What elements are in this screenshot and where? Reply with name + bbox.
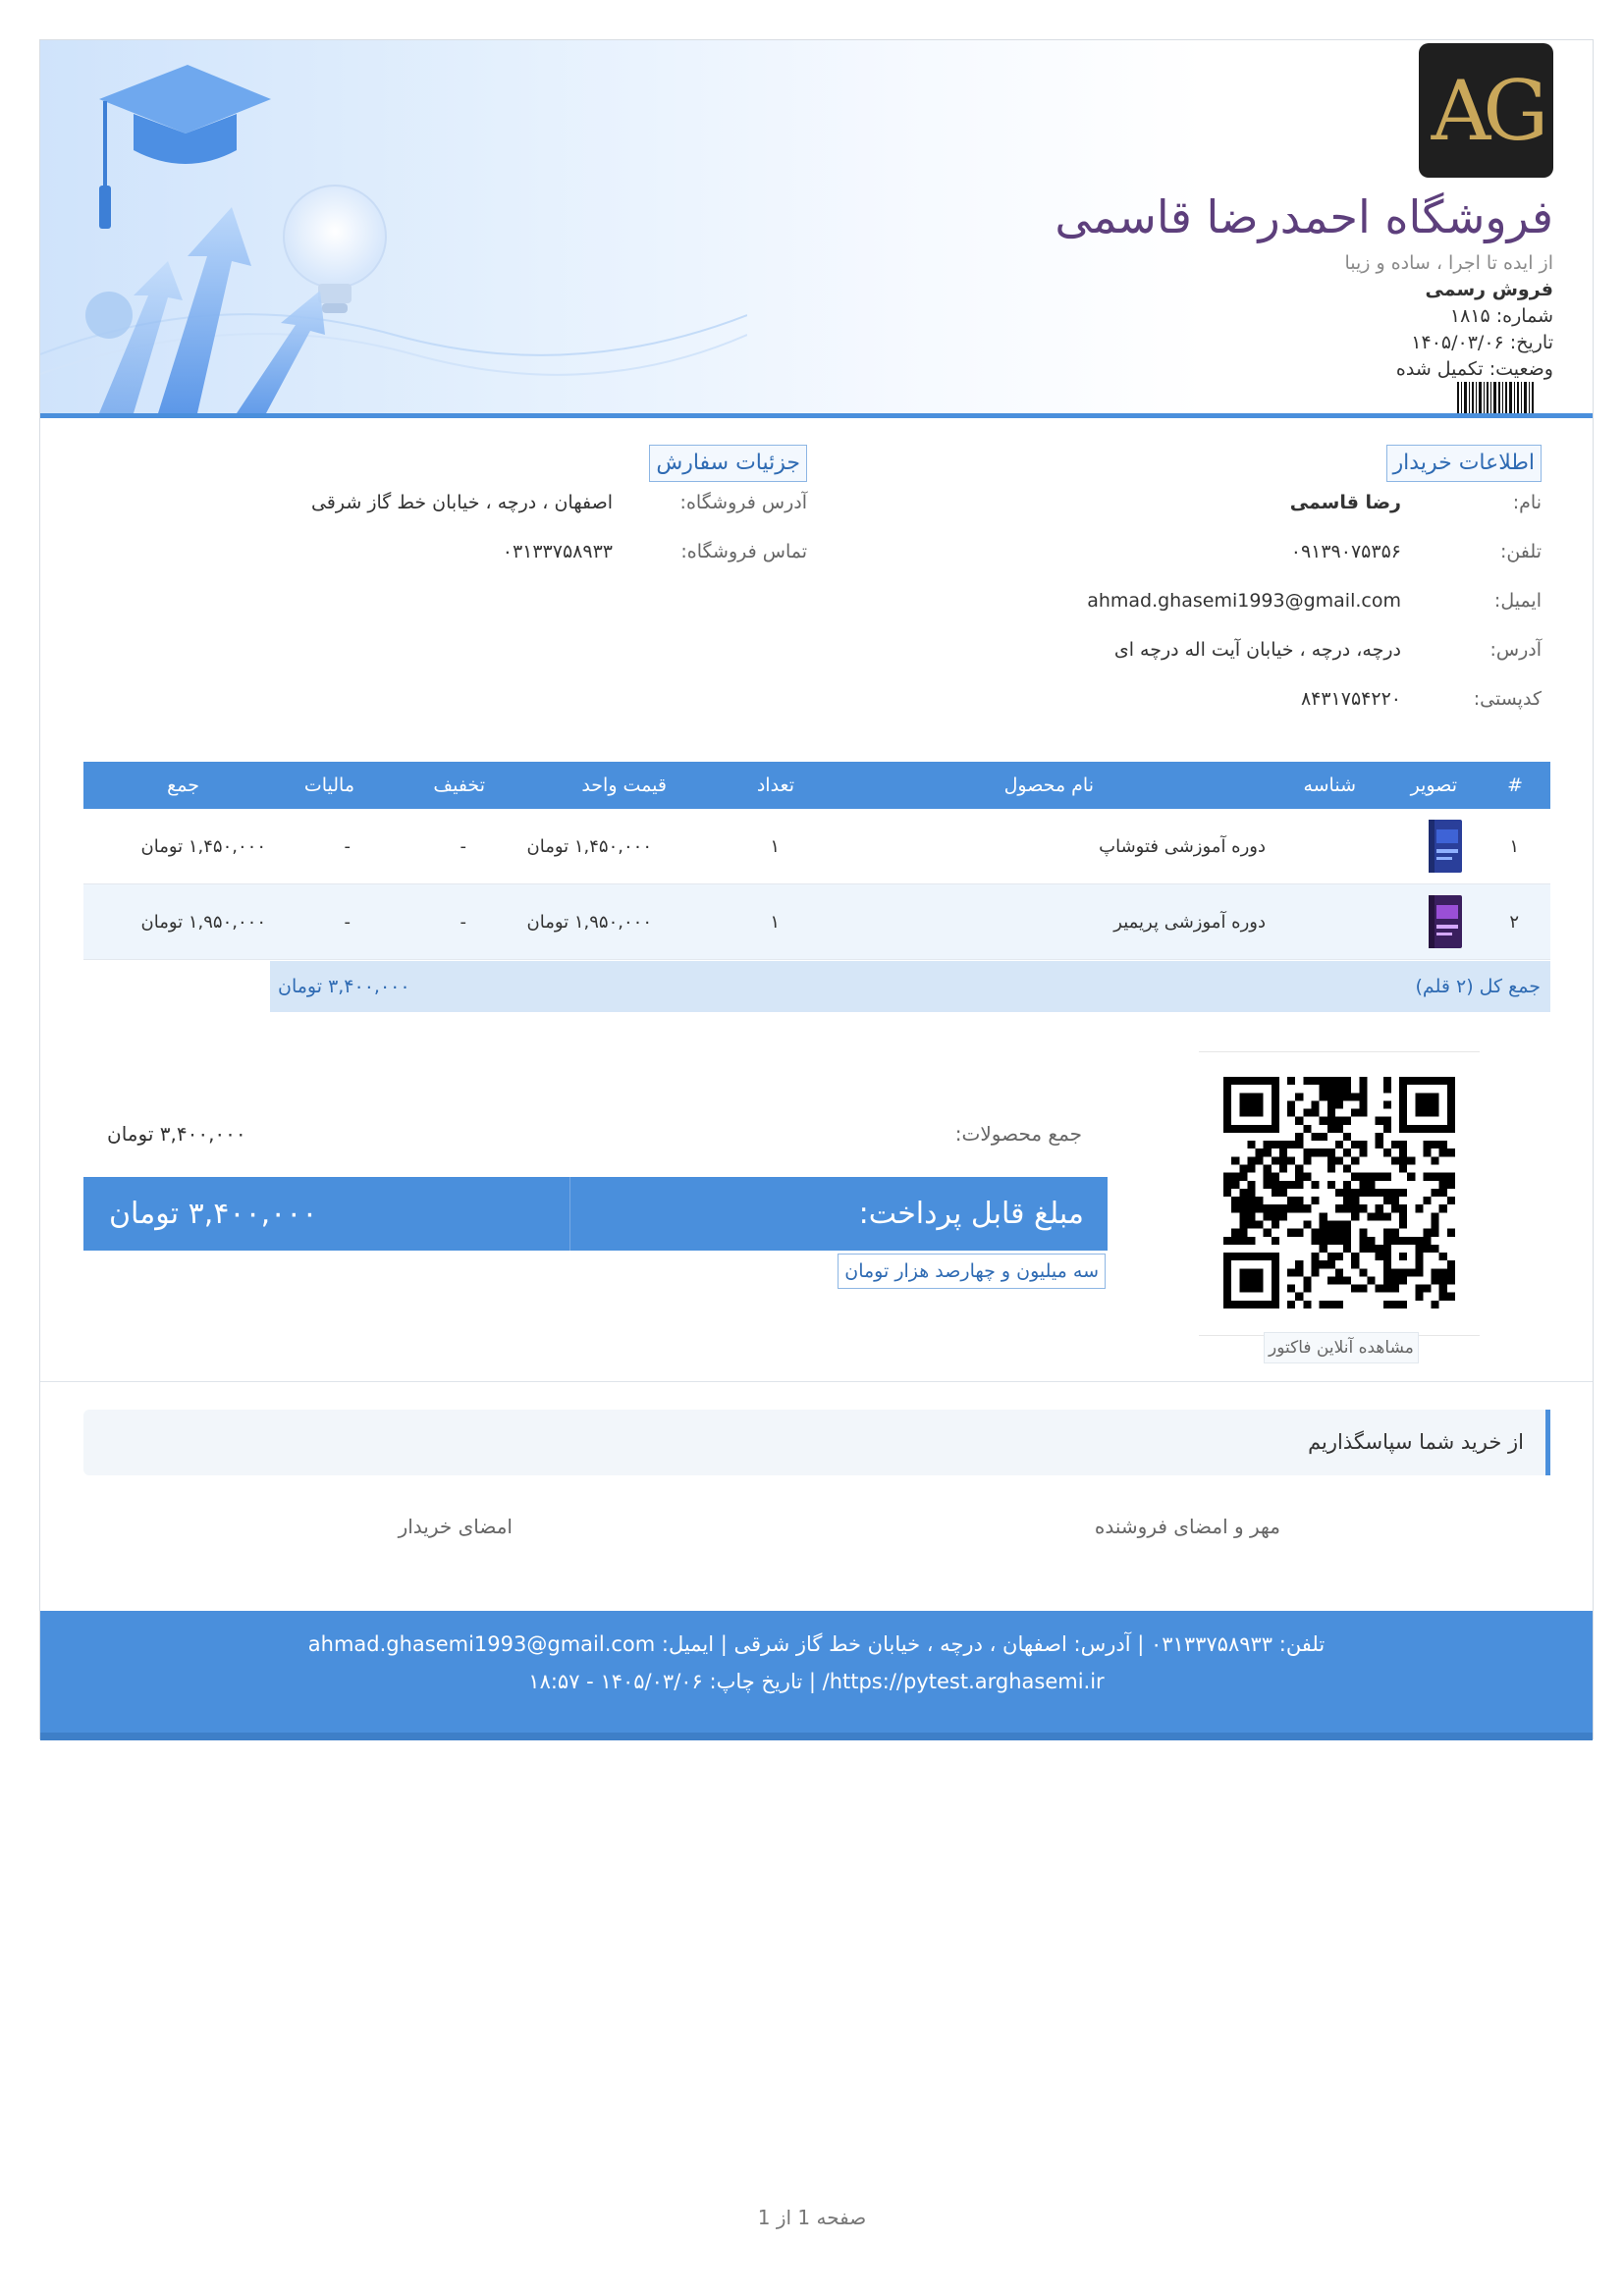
page-number: صفحه 1 از 1 [757, 2206, 867, 2229]
buyer-info-title: اطلاعات خریدار [1386, 445, 1542, 482]
col-tax: مالیات [303, 774, 354, 796]
buyer-email-value: ahmad.ghasemi1993@gmail.com [1087, 590, 1401, 612]
row-qty: ۱ [770, 836, 780, 857]
qr-container [1199, 1051, 1480, 1336]
row-unit-price: ۱,۹۵۰,۰۰۰ تومان [526, 912, 652, 933]
product-thumbnail-icon [1425, 820, 1464, 873]
col-sku: شناسه [1303, 774, 1356, 796]
table-footer-label: جمع کل (۲ قلم) [1415, 976, 1541, 997]
buyer-name-value: رضا قاسمی [1289, 492, 1401, 513]
table-header [83, 762, 1550, 809]
store-name: فروشگاه احمدرضا قاسمی [1055, 190, 1553, 243]
view-online-invoice-link[interactable]: مشاهده آنلاین فاکتور [1264, 1332, 1419, 1363]
row-unit-price: ۱,۴۵۰,۰۰۰ تومان [526, 836, 652, 857]
row-tax: - [344, 912, 351, 933]
store-contact-label: تماس فروشگاه: [680, 541, 807, 562]
light-bulb-icon [284, 186, 386, 313]
order-details-title: جزئیات سفارش [649, 445, 807, 482]
barcode-icon [1457, 382, 1536, 413]
row-total: ۱,۹۵۰,۰۰۰ تومان [140, 912, 266, 933]
buyer-signature-label: امضای خریدار [398, 1515, 513, 1538]
table-row [83, 809, 1550, 884]
row-num: ۱ [1509, 836, 1519, 857]
row-discount: - [460, 836, 466, 857]
col-discount: تخفیف [433, 774, 485, 796]
sale-type: فروش رسمی [1425, 279, 1553, 300]
invoice-header [40, 40, 1593, 418]
thank-you-text: از خرید شما سپاسگذاریم [1308, 1430, 1524, 1454]
col-image: تصویر [1410, 774, 1457, 796]
header-illustration [40, 40, 747, 413]
col-total: جمع [167, 774, 199, 796]
buyer-address-label: آدرس: [1489, 639, 1542, 661]
store-info [1055, 187, 1553, 383]
invoice-date: تاریخ: ۱۴۰۵/۰۳/۰۶ [1411, 332, 1553, 353]
payable-value: ۳,۴۰۰,۰۰۰ تومان [109, 1197, 318, 1231]
store-address-label: آدرس فروشگاه: [679, 492, 807, 513]
seller-signature-label: مهر و امضای فروشنده [1094, 1515, 1280, 1538]
store-contact-value: ۰۳۱۳۳۷۵۸۹۳۳ [502, 541, 613, 562]
footer-print-line: https://pytest.arghasemi.ir/ | تاریخ چاپ: ۱۴۰۵/۰۳/۰۶ - ۱۸:۵۷ [528, 1670, 1105, 1693]
row-tax: - [344, 836, 351, 857]
section-divider [40, 1381, 1593, 1382]
store-address-value: اصفهان ، درچه ، خیابان خط گاز شرقی [310, 492, 613, 513]
row-product: دوره آموزشی پریمیر [1113, 912, 1266, 933]
subtotal-label: جمع محصولات: [954, 1122, 1082, 1146]
payable-label: مبلغ قابل پرداخت: [858, 1197, 1084, 1231]
buyer-postal-value: ۸۴۳۱۷۵۴۲۲۰ [1300, 688, 1401, 710]
invoice-status: وضعیت: تکمیل شده [1395, 358, 1553, 380]
col-qty: تعداد [756, 774, 794, 796]
row-qty: ۱ [770, 912, 780, 933]
row-product: دوره آموزشی فتوشاپ [1099, 836, 1266, 857]
footer-contact-line: تلفن: ۰۳۱۳۳۷۵۸۹۳۳ | آدرس: اصفهان ، درچه ، خیابان خط گاز شرقی | ایمیل: ahmad.ghasemi1993@gmail.com [307, 1632, 1326, 1656]
buyer-phone-value: ۰۹۱۳۹۰۷۵۳۵۶ [1290, 541, 1401, 562]
thank-you-banner [83, 1410, 1550, 1475]
payable-box [83, 1177, 1108, 1251]
payable-in-words: سه میلیون و چهارصد هزار تومان [838, 1254, 1106, 1289]
table-footer-value: ۳,۴۰۰,۰۰۰ تومان [278, 976, 410, 997]
buyer-postal-label: کدپستی: [1473, 688, 1542, 710]
logo-text: AG [1431, 62, 1542, 159]
buyer-phone-label: تلفن: [1499, 541, 1542, 562]
buyer-name-label: نام: [1512, 492, 1542, 513]
table-row [83, 884, 1550, 960]
subtotal-value: ۳,۴۰۰,۰۰۰ تومان [107, 1122, 246, 1146]
table-footer [270, 961, 1550, 1012]
payable-divider [569, 1177, 570, 1251]
product-thumbnail-icon [1425, 895, 1464, 948]
col-unit-price: قیمت واحد [581, 774, 667, 796]
store-tagline: از ایده تا اجرا ، ساده و زیبا [1344, 252, 1553, 274]
buyer-email-label: ایمیل: [1493, 590, 1542, 612]
invoice-footer [40, 1611, 1593, 1740]
col-product: نام محصول [1003, 774, 1094, 796]
invoice [39, 39, 1594, 1739]
qr-code-icon[interactable] [1223, 1077, 1455, 1308]
graduation-cap-icon [99, 65, 271, 229]
invoice-number: شماره: ۱۸۱۵ [1449, 305, 1553, 327]
buyer-address-value: درچه، درچه ، خیابان آیت اله درچه ای [1113, 639, 1401, 661]
store-logo [1419, 43, 1553, 178]
decorative-sphere-icon [85, 292, 133, 339]
col-num: # [1507, 774, 1523, 796]
row-discount: - [460, 912, 466, 933]
row-total: ۱,۴۵۰,۰۰۰ تومان [140, 836, 266, 857]
row-num: ۲ [1509, 912, 1519, 933]
